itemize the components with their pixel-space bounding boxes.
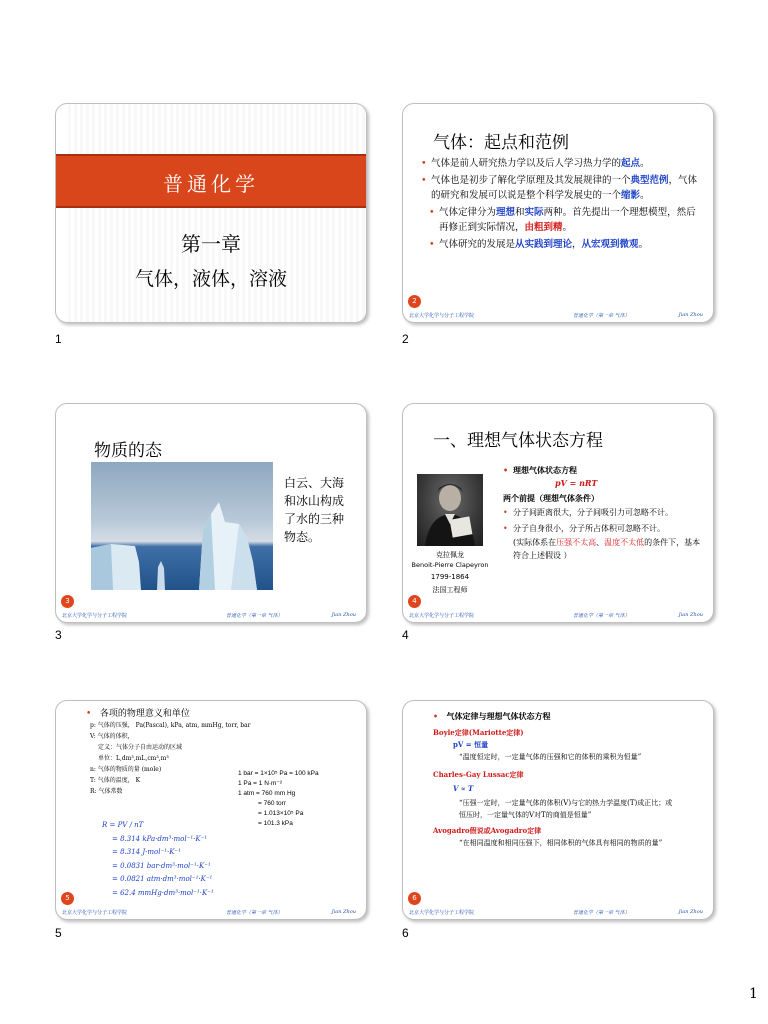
- bullet-list: [421, 156, 703, 252]
- banner-text: 普通化学: [163, 172, 259, 196]
- r-value-4: = 0.0821 atm·dm³·mol⁻¹·K⁻¹: [112, 875, 213, 883]
- slide-footer: 北京大学化学与分子工程学院 普通化学（第一章 气体） Jian Zhou: [409, 909, 703, 916]
- slide-footer: 北京大学化学与分子工程学院 普通化学（第一章 气体） Jian Zhou: [62, 909, 356, 916]
- slide-number-3: 3: [55, 628, 62, 642]
- def-v: V: 气体的体积，: [90, 733, 134, 740]
- def-n: n: 气体的物质的量 (mole): [90, 766, 162, 773]
- boyle-text: “温度恒定时，一定量气体的压强和它的体积的乘积为恒量”: [459, 753, 642, 761]
- slide-3[interactable]: [55, 403, 367, 623]
- bullet-4: • 气体研究的发展是从实践到理论，从宏观到微观。: [429, 237, 703, 252]
- boyle-equation: pV = 恒量: [453, 740, 489, 749]
- bullet-2: • 气体也是初步了解化学原理及其发展规律的一个典型范例，气体的研究和发展可以说是整个科学发展史的一个缩影。: [421, 173, 703, 203]
- r-value-5: = 62.4 mmHg·dm³·mol⁻¹·K⁻¹: [112, 888, 214, 897]
- slide-4[interactable]: [402, 403, 714, 623]
- slide-number-4: 4: [402, 628, 409, 642]
- bullet-3: • 气体定律分为理想和实际两种。首先提出一个理想模型，然后再修正到实际情况，由粗到精。: [429, 205, 703, 235]
- bullet-1: • 气体是前人研究热力学以及后人学习热力学的起点。: [421, 156, 703, 171]
- charles-equation: V ∝ T: [453, 784, 474, 793]
- charles-title: Charles-Gay Lussac定律: [433, 770, 524, 779]
- avogadro-text: “在相同温度和相同压强下，相同体积的气体具有相同的物质的量”: [459, 839, 663, 847]
- portrait-years: 1799-1864: [430, 573, 470, 581]
- premise-1: • 分子间距离很大，分子间吸引力可忽略不计。: [503, 506, 693, 519]
- premise-2: • 分子自身很小，分子所占体积可忽略不计。: [503, 522, 693, 535]
- conv-1: 1 bar = 1×10⁵ Pa = 100 kPa: [238, 770, 319, 777]
- slide-title: 物质的态: [94, 441, 162, 461]
- slide-5[interactable]: [55, 700, 367, 920]
- r-value-1: = 8.314 kPa·dm³·mol⁻¹·K⁻¹: [112, 834, 208, 843]
- equation-label: • 理想气体状态方程: [503, 465, 577, 475]
- iceberg-drawing: [91, 462, 273, 590]
- title-banner: [56, 154, 366, 208]
- portrait-name-en: Benoit-Pierre Clapeyron: [411, 561, 489, 569]
- iceberg-image: [91, 462, 273, 590]
- r-value-2: = 8.314 J·mol⁻¹·K⁻¹: [112, 848, 181, 856]
- gas-constant-values: [102, 819, 214, 900]
- boyle-title: Boyle定律(Mariotte定律): [433, 728, 524, 737]
- caption-text: 白云、大海和冰山构成了水的三种物态。: [284, 476, 345, 544]
- slide-title: 一、理想气体状态方程: [433, 431, 603, 451]
- slide-2[interactable]: [402, 103, 714, 323]
- conv-6: = 101.3 kPa: [258, 820, 293, 827]
- portrait-name-cn: 克拉佩龙: [436, 551, 464, 559]
- r-value-3: = 0.0831 bar·dm³·mol⁻¹·K⁻¹: [112, 861, 211, 870]
- chapter-subtitle: 气体，液体，溶液: [134, 268, 287, 290]
- slide-footer: 北京大学化学与分子工程学院 普通化学（第一章 气体） Jian Zhou: [409, 612, 703, 619]
- slide-title: 气体：起点和范例: [433, 133, 569, 153]
- portrait-role: 法国工程师: [432, 586, 468, 594]
- premise-list: [503, 506, 693, 535]
- chapter-title: 第一章: [181, 232, 241, 256]
- slide-badge: 6: [408, 892, 421, 905]
- slide-6[interactable]: [402, 700, 714, 920]
- conv-4: = 760 torr: [258, 800, 287, 807]
- slide-footer: 北京大学化学与分子工程学院 普通化学（第一章 气体） Jian Zhou: [409, 312, 703, 319]
- def-r: R: 气体常数: [90, 788, 123, 795]
- charles-text: “压强一定时，一定量气体的体积(V)与它的热力学温度(T)成正比；或恒压时，一定量气体的V对T的商值是恒量”: [459, 799, 673, 819]
- avogadro-title: Avogadro假说或Avogadro定律: [433, 826, 542, 835]
- equation: pV = nRT: [555, 478, 598, 488]
- def-v-definition: 定义：气体分子自由运动的区域: [98, 744, 183, 751]
- premise-heading: 两个前提（理想气体条件）: [503, 493, 599, 503]
- page-number: 1: [749, 986, 758, 1002]
- slide-number-6: 6: [402, 926, 409, 940]
- conv-5: = 1.013×10⁵ Pa: [258, 810, 304, 817]
- slide-heading: • 各项的物理意义和单位: [86, 709, 190, 719]
- premise-note: (实际体系在压强不太高、温度不太低的条件下，基本符合上述假设 ）: [513, 538, 701, 560]
- slide-1[interactable]: [55, 103, 367, 323]
- def-t: T: 气体的温度， K: [90, 777, 141, 784]
- slide-number-1: 1: [55, 332, 62, 346]
- gas-laws: [433, 727, 701, 849]
- slide-badge: 2: [408, 295, 421, 308]
- slide-badge: 4: [408, 595, 421, 608]
- conv-3: 1 atm = 760 mm Hg: [238, 790, 296, 797]
- r-definition: R = PV / nT: [102, 821, 144, 829]
- unit-conversions: [238, 769, 319, 829]
- equation-block: [503, 464, 703, 562]
- slide-badge: 3: [61, 595, 74, 608]
- slide-badge: 5: [61, 892, 74, 905]
- def-p: p: 气体的压强， Pa(Pascal), kPa, atm, mmHg, torr, bar: [90, 722, 251, 729]
- slide-number-2: 2: [402, 332, 409, 346]
- slide-footer: 北京大学化学与分子工程学院 普通化学（第一章 气体） Jian Zhou: [62, 612, 356, 619]
- slide-number-5: 5: [55, 926, 62, 940]
- portrait-image: [417, 474, 483, 546]
- def-v-units: 单位：L,dm³,mL,cm³,m³: [98, 755, 169, 762]
- conv-2: 1 Pa = 1 N·m⁻²: [238, 780, 283, 787]
- slide-heading: • 气体定律与理想气体状态方程: [433, 711, 551, 721]
